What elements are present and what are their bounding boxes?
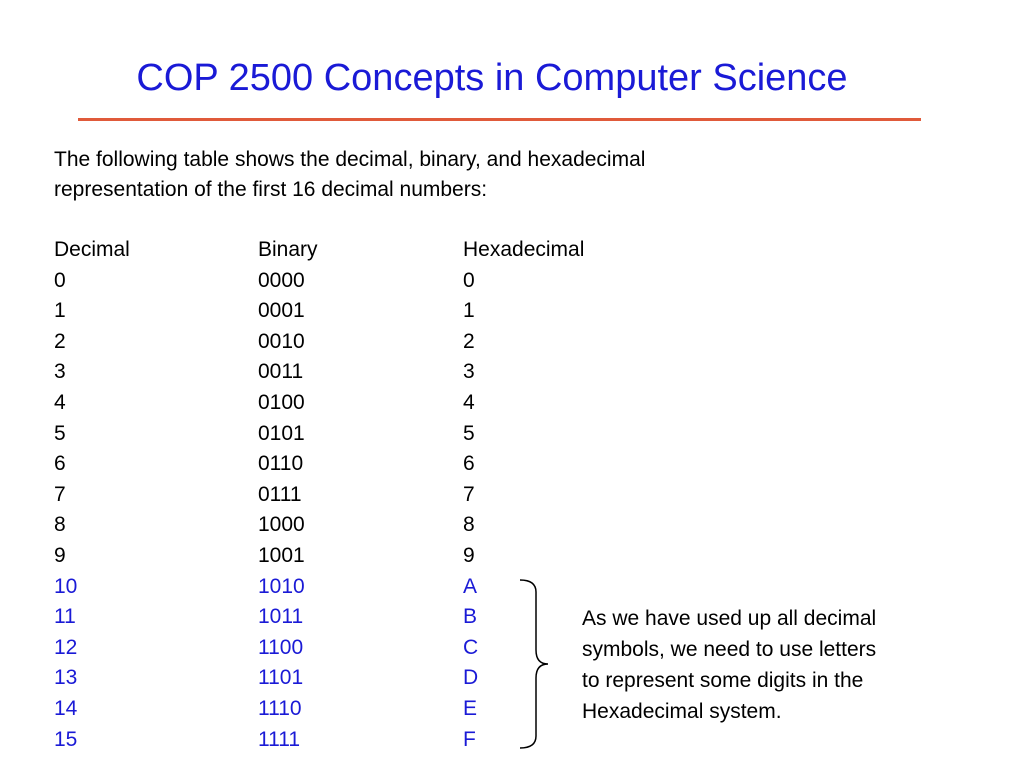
cell-hex: 1 (463, 299, 475, 323)
cell-binary: 0010 (258, 329, 305, 353)
cell-hex: C (463, 635, 479, 659)
note-line-2: symbols, we need to use letters (582, 638, 877, 661)
cell-binary: 1011 (258, 605, 304, 629)
cell-binary: 1001 (258, 543, 305, 567)
cell-binary: 0111 (258, 482, 302, 506)
cell-decimal: 0 (54, 268, 66, 292)
cell-decimal: 3 (54, 360, 66, 384)
cell-binary: 0101 (258, 421, 305, 445)
cell-hex: A (463, 574, 478, 598)
cell-decimal: 2 (54, 329, 66, 353)
cell-decimal: 5 (54, 421, 66, 445)
cell-binary: 0011 (258, 360, 304, 384)
cell-binary: 1000 (258, 513, 305, 537)
cell-hex: 6 (463, 452, 475, 476)
note-line-3: to represent some digits in the (582, 669, 864, 692)
cell-decimal: 11 (54, 605, 76, 629)
cell-decimal: 6 (54, 452, 66, 476)
cell-binary: 1110 (258, 696, 302, 720)
cell-hex: D (463, 666, 479, 690)
cell-decimal: 9 (54, 543, 66, 567)
cell-hex: 7 (463, 482, 475, 506)
cell-binary: 1100 (258, 635, 304, 659)
page-title: COP 2500 Concepts in Computer Science (136, 57, 848, 99)
cell-hex: E (463, 696, 478, 720)
cell-decimal: 8 (54, 513, 66, 537)
cell-hex: 3 (463, 360, 475, 384)
cell-decimal: 15 (54, 727, 78, 751)
note-line-1: As we have used up all decimal (582, 607, 877, 630)
header-decimal: Decimal (54, 238, 130, 261)
cell-binary: 0110 (258, 452, 304, 476)
cell-hex: 2 (463, 329, 475, 353)
cell-hex: 5 (463, 421, 475, 445)
note-line-4: Hexadecimal system. (582, 700, 782, 723)
side-note (582, 603, 982, 727)
header-hexadecimal: Hexadecimal (463, 238, 585, 261)
cell-decimal: 12 (54, 635, 78, 659)
cell-binary: 0001 (258, 299, 305, 323)
intro-line-1: The following table shows the decimal, binary, and hexadecimal (54, 148, 646, 171)
cell-decimal: 7 (54, 482, 66, 506)
cell-binary: 1111 (258, 727, 301, 751)
brace-icon (516, 578, 552, 750)
cell-binary: 1010 (258, 574, 305, 598)
cell-decimal: 13 (54, 666, 78, 690)
cell-hex: 8 (463, 513, 475, 537)
title-divider (78, 118, 921, 121)
cell-decimal: 10 (54, 574, 78, 598)
cell-decimal: 4 (54, 390, 66, 414)
cell-binary: 1101 (258, 666, 304, 690)
cell-hex: 0 (463, 268, 475, 292)
cell-binary: 0100 (258, 390, 305, 414)
cell-decimal: 14 (54, 696, 78, 720)
cell-hex: 4 (463, 390, 475, 414)
cell-decimal: 1 (54, 299, 66, 323)
header-binary: Binary (258, 238, 318, 261)
cell-hex: F (463, 727, 476, 751)
cell-binary: 0000 (258, 268, 305, 292)
intro-line-2: representation of the first 16 decimal numbers: (54, 178, 488, 201)
cell-hex: B (463, 605, 478, 629)
intro-text (54, 145, 854, 205)
cell-hex: 9 (463, 543, 475, 567)
